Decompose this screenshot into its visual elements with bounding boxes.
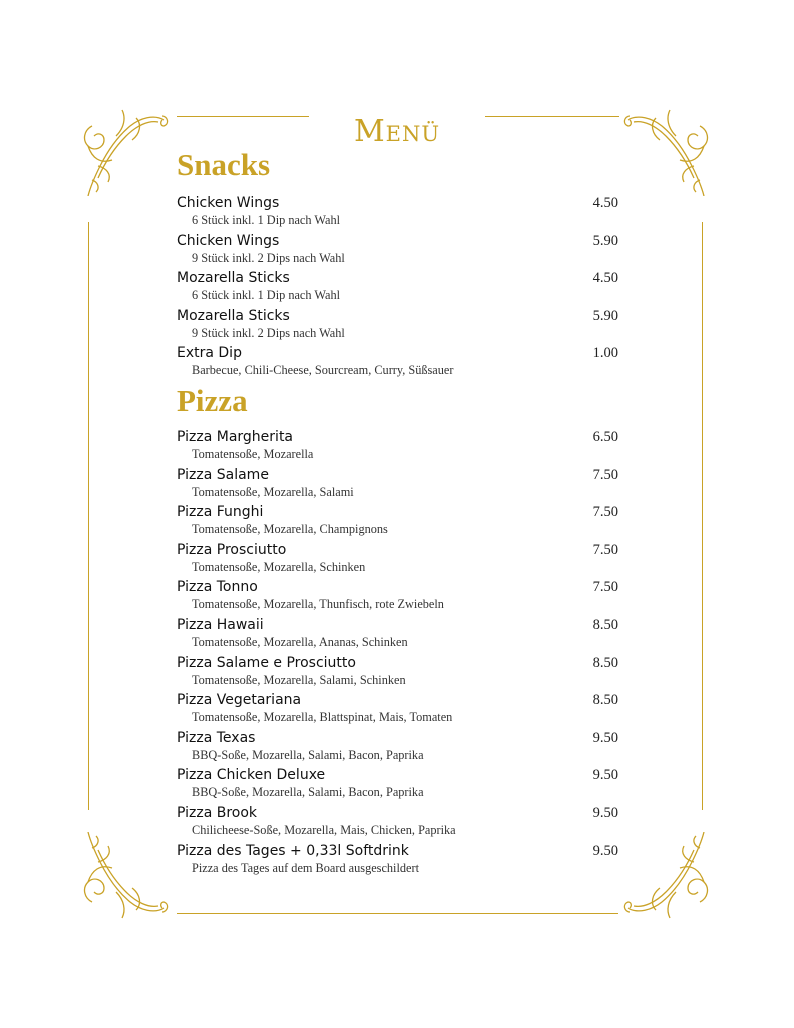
menu-item <box>177 232 618 270</box>
item-price: 7.50 <box>592 466 618 483</box>
item-description: Tomatensoße, Mozarella, Salami <box>192 484 354 499</box>
item-list <box>177 194 618 382</box>
item-price: 7.50 <box>592 504 618 521</box>
item-description: Chilicheese-Soße, Mozarella, Mais, Chicken, Paprika <box>192 822 456 837</box>
item-description: BBQ-Soße, Mozarella, Salami, Bacon, Paprika <box>192 747 424 762</box>
corner-ornament-bottom-left-icon <box>78 832 170 924</box>
item-price: 8.50 <box>592 654 618 671</box>
item-price: 4.50 <box>592 195 618 211</box>
item-price: 7.50 <box>592 541 618 558</box>
menu-item <box>177 194 618 232</box>
menu-item <box>177 578 618 616</box>
item-name: Pizza Vegetariana <box>177 692 302 709</box>
item-price: 6.50 <box>592 428 618 445</box>
item-name: Pizza Funghi <box>177 504 264 521</box>
item-description: 9 Stück inkl. 2 Dips nach Wahl <box>192 250 345 265</box>
menu-item <box>177 503 618 541</box>
item-description: Tomatensoße, Mozarella <box>192 446 314 461</box>
item-name: Pizza Salame e Prosciutto <box>177 654 356 671</box>
menu-item <box>177 766 618 804</box>
item-name: Pizza Salame <box>177 466 269 483</box>
menu-item <box>177 654 618 692</box>
corner-ornament-bottom-right-icon <box>622 832 714 924</box>
menu-item <box>177 729 618 767</box>
item-price: 9.50 <box>592 804 618 821</box>
item-description: Barbecue, Chili-Cheese, Sourcream, Curry, Süßsauer <box>192 363 454 378</box>
item-description: Tomatensoße, Mozarella, Schinken <box>192 559 366 574</box>
item-name: Pizza Margherita <box>177 428 294 445</box>
item-description: Tomatensoße, Mozarella, Ananas, Schinken <box>192 634 408 649</box>
menu-item <box>177 428 618 466</box>
item-price: 7.50 <box>592 579 618 596</box>
item-description: Tomatensoße, Mozarella, Salami, Schinken <box>192 672 406 687</box>
section-title: Pizza <box>177 382 248 418</box>
item-price: 9.50 <box>592 842 618 859</box>
menu-item <box>177 541 618 579</box>
item-price: 5.90 <box>592 307 618 324</box>
page-title: Menü <box>353 114 441 150</box>
item-name: Pizza des Tages + 0,33l Softdrink <box>177 842 409 859</box>
item-description: Tomatensoße, Mozarella, Thunfisch, rote Zwiebeln <box>192 597 444 612</box>
menu-item <box>177 616 618 654</box>
bottom-border-line <box>177 913 618 914</box>
item-name: Mozarella Sticks <box>177 307 290 324</box>
item-description: 6 Stück inkl. 1 Dip nach Wahl <box>192 288 341 303</box>
item-description: Tomatensoße, Mozarella, Blattspinat, Mais, Tomaten <box>192 710 453 725</box>
item-price: 8.50 <box>592 692 618 709</box>
menu-content <box>177 145 618 879</box>
item-description: Pizza des Tages auf dem Board ausgeschildert <box>192 860 420 875</box>
menu-item <box>177 269 618 307</box>
menu-item <box>177 466 618 504</box>
section-pizza <box>177 381 618 879</box>
item-price: 1.00 <box>592 345 618 362</box>
item-name: Pizza Brook <box>177 804 258 821</box>
item-list <box>177 428 618 879</box>
menu-item <box>177 842 618 880</box>
item-price: 5.90 <box>592 232 618 249</box>
section-title: Snacks <box>177 147 271 182</box>
item-description: Tomatensoße, Mozarella, Champignons <box>192 522 388 537</box>
menu-item <box>177 691 618 729</box>
item-name: Mozarella Sticks <box>177 270 290 287</box>
right-border-line <box>702 222 703 810</box>
item-description: 9 Stück inkl. 2 Dips nach Wahl <box>192 325 345 340</box>
item-description: BBQ-Soße, Mozarella, Salami, Bacon, Paprika <box>192 785 424 800</box>
item-name: Extra Dip <box>177 345 242 362</box>
menu-item <box>177 344 618 382</box>
item-name: Pizza Tonno <box>177 579 258 596</box>
item-price: 8.50 <box>592 616 618 633</box>
item-price: 9.50 <box>592 767 618 784</box>
item-name: Pizza Texas <box>177 729 256 746</box>
item-price: 9.50 <box>592 729 618 746</box>
item-description: 6 Stück inkl. 1 Dip nach Wahl <box>192 213 341 227</box>
left-border-line <box>88 222 89 810</box>
section-snacks <box>177 145 618 382</box>
item-name: Pizza Chicken Deluxe <box>177 767 326 784</box>
menu-item <box>177 307 618 345</box>
item-name: Chicken Wings <box>177 195 280 211</box>
item-name: Chicken Wings <box>177 232 280 249</box>
item-price: 4.50 <box>592 270 618 287</box>
item-name: Pizza Prosciutto <box>177 541 287 558</box>
item-name: Pizza Hawaii <box>177 616 264 633</box>
menu-item <box>177 804 618 842</box>
